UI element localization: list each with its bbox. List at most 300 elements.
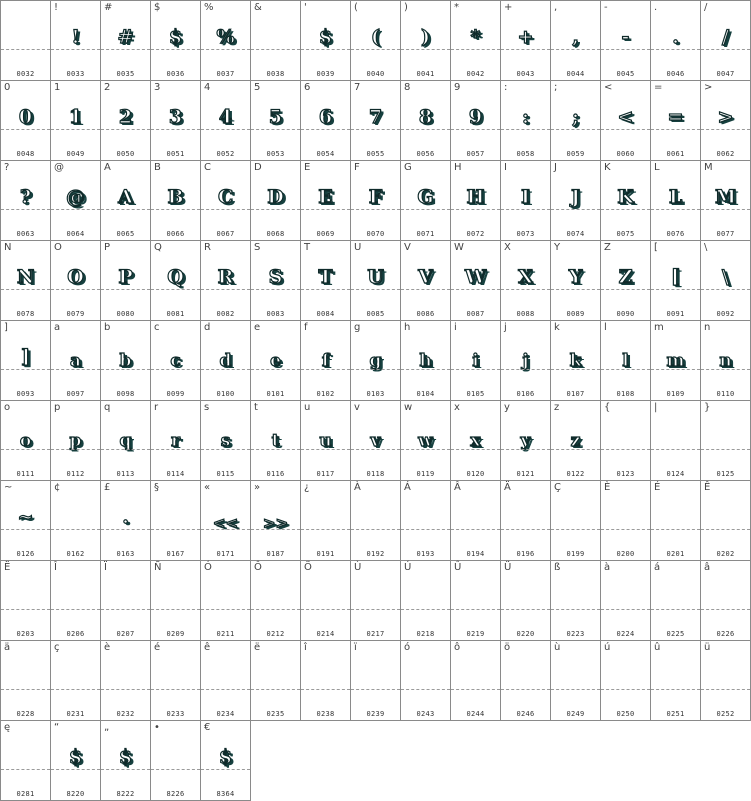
cell-code-label: 0103 [366,390,385,398]
cell-glyph-sample: K [617,186,634,208]
baseline-guide [151,449,200,450]
baseline-guide [201,609,250,610]
cell-code-label: 0069 [316,230,335,238]
cell-character-label: % [204,2,214,13]
cell-code-label: 0066 [166,230,185,238]
cell-character-label: “ [54,722,60,733]
cell-glyph-sample: $ [318,26,333,48]
cell-glyph-sample: 9 [468,106,483,128]
cell-character-label: [ [654,242,658,253]
glyph-cell [0,240,51,321]
baseline-guide [1,369,50,370]
baseline-guide [401,369,450,370]
glyph-cell [600,240,651,321]
cell-code-label: 0203 [16,630,35,638]
glyph-cell [200,480,251,561]
baseline-guide [351,689,400,690]
cell-code-label: 0196 [516,550,535,558]
cell-character-label: 2 [104,82,111,93]
glyph-cell [600,0,651,81]
baseline-guide [101,209,150,210]
cell-character-label: X [504,242,511,253]
baseline-guide [1,49,50,50]
cell-code-label: 0046 [666,70,685,78]
glyph-cell [100,720,151,801]
baseline-guide [451,449,500,450]
cell-character-label: s [204,402,210,413]
glyph-cell [700,0,751,81]
glyph-cell [500,480,551,561]
cell-glyph-sample: V [418,266,433,288]
cell-character-label: 9 [454,82,461,93]
cell-code-label: 0088 [516,310,535,318]
cell-code-label: 0218 [416,630,435,638]
baseline-guide [701,529,750,530]
glyph-cell [400,160,451,241]
cell-glyph-sample: , [572,26,579,48]
glyph-cell [650,640,701,721]
baseline-guide [351,529,400,530]
baseline-guide [401,129,450,130]
baseline-guide [201,209,250,210]
cell-code-label: 0194 [466,550,485,558]
baseline-guide [1,129,50,130]
baseline-guide [701,209,750,210]
cell-character-label: 1 [54,82,61,93]
cell-glyph-sample: ] [21,346,30,368]
cell-glyph-sample: $ [118,746,133,768]
cell-character-label: Q [154,242,162,253]
cell-character-label: « [204,482,211,493]
cell-code-label: 0091 [666,310,685,318]
baseline-guide [551,609,600,610]
baseline-guide [701,609,750,610]
cell-glyph-sample: G [417,186,434,208]
cell-code-label: 0063 [16,230,35,238]
cell-character-label: - [604,2,608,13]
cell-code-label: 0112 [66,470,85,478]
cell-code-label: 0251 [666,710,685,718]
baseline-guide [251,609,300,610]
baseline-guide [51,129,100,130]
cell-character-label: y [504,402,510,413]
cell-code-label: 0033 [66,70,85,78]
cell-glyph-sample: 2 [118,106,133,128]
glyph-cell [0,480,51,561]
cell-character-label: Y [554,242,561,253]
cell-character-label: ¿ [304,482,310,493]
glyph-cell [700,240,751,321]
cell-character-label: * [454,2,459,13]
baseline-guide [101,129,150,130]
cell-character-label: \ [704,242,708,253]
baseline-guide [301,449,350,450]
baseline-guide [451,209,500,210]
cell-glyph-sample: * [470,26,481,48]
glyph-cell [450,80,501,161]
cell-code-label: 0073 [516,230,535,238]
cell-character-label: ß [554,562,561,573]
cell-code-label: 0049 [66,150,85,158]
glyph-cell [400,480,451,561]
cell-character-label: ; [554,82,558,93]
cell-code-label: 0032 [16,70,35,78]
cell-glyph-sample: h [419,351,432,371]
cell-character-label: Z [604,242,611,253]
cell-code-label: 0051 [166,150,185,158]
baseline-guide [601,449,650,450]
cell-code-label: 0191 [316,550,335,558]
baseline-guide [51,529,100,530]
baseline-guide [551,129,600,130]
cell-code-label: 0187 [266,550,285,558]
cell-character-label: N [4,242,12,253]
baseline-guide [401,529,450,530]
glyph-cell [250,320,301,401]
cell-code-label: 0060 [616,150,635,158]
cell-glyph-sample: M [714,186,737,208]
cell-character-label: Ë [4,562,11,573]
cell-glyph-sample: x [470,431,481,451]
glyph-cell [400,240,451,321]
glyph-cell [550,480,601,561]
baseline-guide [701,449,750,450]
cell-character-label: D [254,162,262,173]
glyph-cell [350,640,401,721]
cell-code-label: 0125 [716,470,735,478]
cell-character-label: u [304,402,311,413]
glyph-cell [150,80,201,161]
cell-glyph-sample: c [170,351,181,371]
cell-code-label: 0076 [666,230,685,238]
cell-glyph-sample: 0 [18,106,33,128]
glyph-cell [100,0,151,81]
cell-character-label: d [204,322,211,333]
baseline-guide [651,129,700,130]
glyph-cell [0,560,51,641]
cell-code-label: 0036 [166,70,185,78]
cell-glyph-sample: m [666,351,685,371]
cell-character-label: Ü [504,562,512,573]
cell-glyph-sample: ? [19,186,32,208]
cell-code-label: 0249 [566,710,585,718]
cell-character-label: û [654,642,661,653]
cell-code-label: 0211 [216,630,235,638]
cell-glyph-sample: U [367,266,384,288]
baseline-guide [251,209,300,210]
glyph-cell [450,240,501,321]
glyph-cell [600,640,651,721]
cell-character-label: c [154,322,160,333]
cell-glyph-sample: $ [68,746,83,768]
glyph-cell [50,320,101,401]
baseline-guide [101,49,150,50]
glyph-cell [150,640,201,721]
glyph-cell [100,400,151,481]
baseline-guide [501,449,550,450]
glyph-cell [250,400,301,481]
baseline-guide [501,609,550,610]
baseline-guide [251,289,300,290]
glyph-cell [100,160,151,241]
cell-glyph-sample: P [118,266,133,288]
glyph-cell [600,400,651,481]
cell-glyph-sample: O [67,266,84,288]
cell-glyph-sample: < [617,106,634,128]
baseline-guide [351,369,400,370]
cell-code-label: 0070 [366,230,385,238]
baseline-guide [201,129,250,130]
cell-code-label: 0048 [16,150,35,158]
cell-character-label: x [454,402,460,413]
cell-glyph-sample: 3 [168,106,183,128]
cell-glyph-sample: ) [421,26,430,48]
glyph-cell [100,640,151,721]
baseline-guide [401,609,450,610]
glyph-cell [200,160,251,241]
cell-character-label: > [704,82,713,93]
glyph-cell [300,160,351,241]
cell-code-label: 0233 [166,710,185,718]
cell-character-label: è [104,642,111,653]
baseline-guide [151,129,200,130]
cell-character-label: ú [604,642,611,653]
cell-glyph-sample: ~ [17,506,34,528]
glyph-cell [650,80,701,161]
cell-character-label: m [654,322,664,333]
baseline-guide [651,369,700,370]
baseline-guide [501,209,550,210]
cell-code-label: 0061 [666,150,685,158]
glyph-cell [200,560,251,641]
cell-code-label: 0110 [716,390,735,398]
cell-code-label: 0102 [316,390,335,398]
cell-code-label: 0219 [466,630,485,638]
cell-code-label: 0214 [316,630,335,638]
cell-code-label: 0126 [16,550,35,558]
baseline-guide [251,129,300,130]
baseline-guide [251,49,300,50]
baseline-guide [201,289,250,290]
cell-code-label: 0231 [66,710,85,718]
cell-code-label: 0109 [666,390,685,398]
cell-character-label: Û [454,562,462,573]
cell-code-label: 0225 [666,630,685,638]
glyph-cell [450,400,501,481]
glyph-cell [0,400,51,481]
baseline-guide [551,689,600,690]
baseline-guide [501,529,550,530]
cell-character-label: à [604,562,611,573]
cell-character-label: ! [54,2,59,13]
cell-character-label: Î [54,562,57,573]
cell-code-label: 0193 [416,550,435,558]
cell-code-label: 8220 [66,790,85,798]
cell-character-label: È [604,482,611,493]
cell-character-label: ' [304,2,307,13]
cell-glyph-sample: W [464,266,487,288]
cell-glyph-sample: X [518,266,533,288]
glyph-cell [200,320,251,401]
glyph-cell [350,480,401,561]
cell-code-label: 0100 [216,390,235,398]
glyph-cell [250,80,301,161]
cell-glyph-sample: p [69,431,82,451]
baseline-guide [401,689,450,690]
baseline-guide [651,449,700,450]
glyph-cell [0,320,51,401]
baseline-guide [401,289,450,290]
baseline-guide [151,609,200,610]
cell-glyph-sample: T [318,266,333,288]
baseline-guide [1,209,50,210]
cell-glyph-sample: k [569,351,582,371]
cell-glyph-sample: l [622,351,629,371]
cell-code-label: 0120 [466,470,485,478]
cell-character-label: T [304,242,311,253]
cell-glyph-sample: # [117,26,134,48]
baseline-guide [401,49,450,50]
glyph-cell [50,80,101,161]
cell-character-label: À [354,482,361,493]
cell-character-label: j [504,322,507,333]
cell-code-label: 0083 [266,310,285,318]
cell-code-label: 0099 [166,390,185,398]
cell-code-label: 0042 [466,70,485,78]
cell-character-label: 4 [204,82,211,93]
glyph-cell [250,0,301,81]
glyph-cell [50,640,101,721]
cell-glyph-sample: % [216,26,235,48]
baseline-guide [101,289,150,290]
baseline-guide [1,769,50,770]
cell-character-label: Ö [304,562,312,573]
glyph-cell [550,80,601,161]
glyph-cell [0,80,51,161]
glyph-cell [50,480,101,561]
cell-character-label: ü [704,642,711,653]
cell-code-label: 0037 [216,70,235,78]
cell-code-label: 0162 [66,550,85,558]
glyph-cell [550,400,601,481]
cell-character-label: V [404,242,411,253]
cell-character-label: 6 [304,82,311,93]
cell-glyph-sample: J [571,186,580,208]
cell-glyph-sample: n [719,351,732,371]
cell-code-label: 0072 [466,230,485,238]
cell-code-label: 0084 [316,310,335,318]
cell-character-label: + [504,2,513,13]
baseline-guide [451,49,500,50]
baseline-guide [451,529,500,530]
baseline-guide [51,689,100,690]
cell-code-label: 0238 [316,710,335,718]
baseline-guide [101,689,150,690]
baseline-guide [551,529,600,530]
cell-character-label: ë [254,642,261,653]
glyph-cell [400,80,451,161]
cell-code-label: 0074 [566,230,585,238]
glyph-cell [100,480,151,561]
cell-character-label: Á [404,482,411,493]
cell-glyph-sample: A [118,186,133,208]
cell-glyph-sample: - [621,26,630,48]
cell-character-label: 3 [154,82,161,93]
cell-code-label: 0207 [116,630,135,638]
cell-code-label: 0056 [416,150,435,158]
baseline-guide [401,209,450,210]
cell-character-label: } [704,402,711,413]
cell-character-label: é [154,642,161,653]
glyph-cell [500,640,551,721]
cell-code-label: 0077 [716,230,735,238]
glyph-cell [300,80,351,161]
cell-character-label: | [654,402,658,413]
baseline-guide [551,49,600,50]
glyph-cell [50,560,101,641]
baseline-guide [551,289,600,290]
cell-character-label: 5 [254,82,261,93]
cell-code-label: 0105 [466,390,485,398]
baseline-guide [151,529,200,530]
glyph-cell [600,80,651,161]
baseline-guide [651,529,700,530]
glyph-cell [500,160,551,241]
cell-character-label: k [554,322,560,333]
baseline-guide [251,449,300,450]
baseline-guide [501,369,550,370]
cell-character-label: £ [104,482,111,493]
baseline-guide [601,289,650,290]
glyph-cell [600,320,651,401]
cell-character-label: â [704,562,711,573]
cell-code-label: 0281 [16,790,35,798]
baseline-guide [1,609,50,610]
cell-code-label: 0246 [516,710,535,718]
baseline-guide [1,289,50,290]
glyph-cell [300,560,351,641]
cell-character-label: g [354,322,361,333]
cell-code-label: 0079 [66,310,85,318]
glyph-cell [500,400,551,481]
cell-glyph-sample: C [217,186,234,208]
cell-character-label: C [204,162,211,173]
cell-code-label: 0040 [366,70,385,78]
cell-character-label: O [54,242,62,253]
cell-character-label: Ó [204,562,212,573]
baseline-guide [301,529,350,530]
cell-code-label: 0065 [116,230,135,238]
cell-code-label: 0101 [266,390,285,398]
cell-glyph-sample: e [270,351,281,371]
cell-code-label: 0212 [266,630,285,638]
baseline-guide [601,129,650,130]
glyph-cell [650,160,701,241]
baseline-guide [101,529,150,530]
cell-glyph-sample: Q [167,266,184,288]
cell-character-label: ¢ [54,482,61,493]
cell-glyph-sample: = [667,106,684,128]
baseline-guide [301,609,350,610]
cell-code-label: 0206 [66,630,85,638]
cell-code-label: 0163 [116,550,135,558]
cell-code-label: 0097 [66,390,85,398]
glyph-cell [150,160,201,241]
cell-character-label: , [554,2,558,13]
cell-character-label: l [604,322,607,333]
baseline-guide [201,689,250,690]
cell-character-label: ) [404,2,408,13]
